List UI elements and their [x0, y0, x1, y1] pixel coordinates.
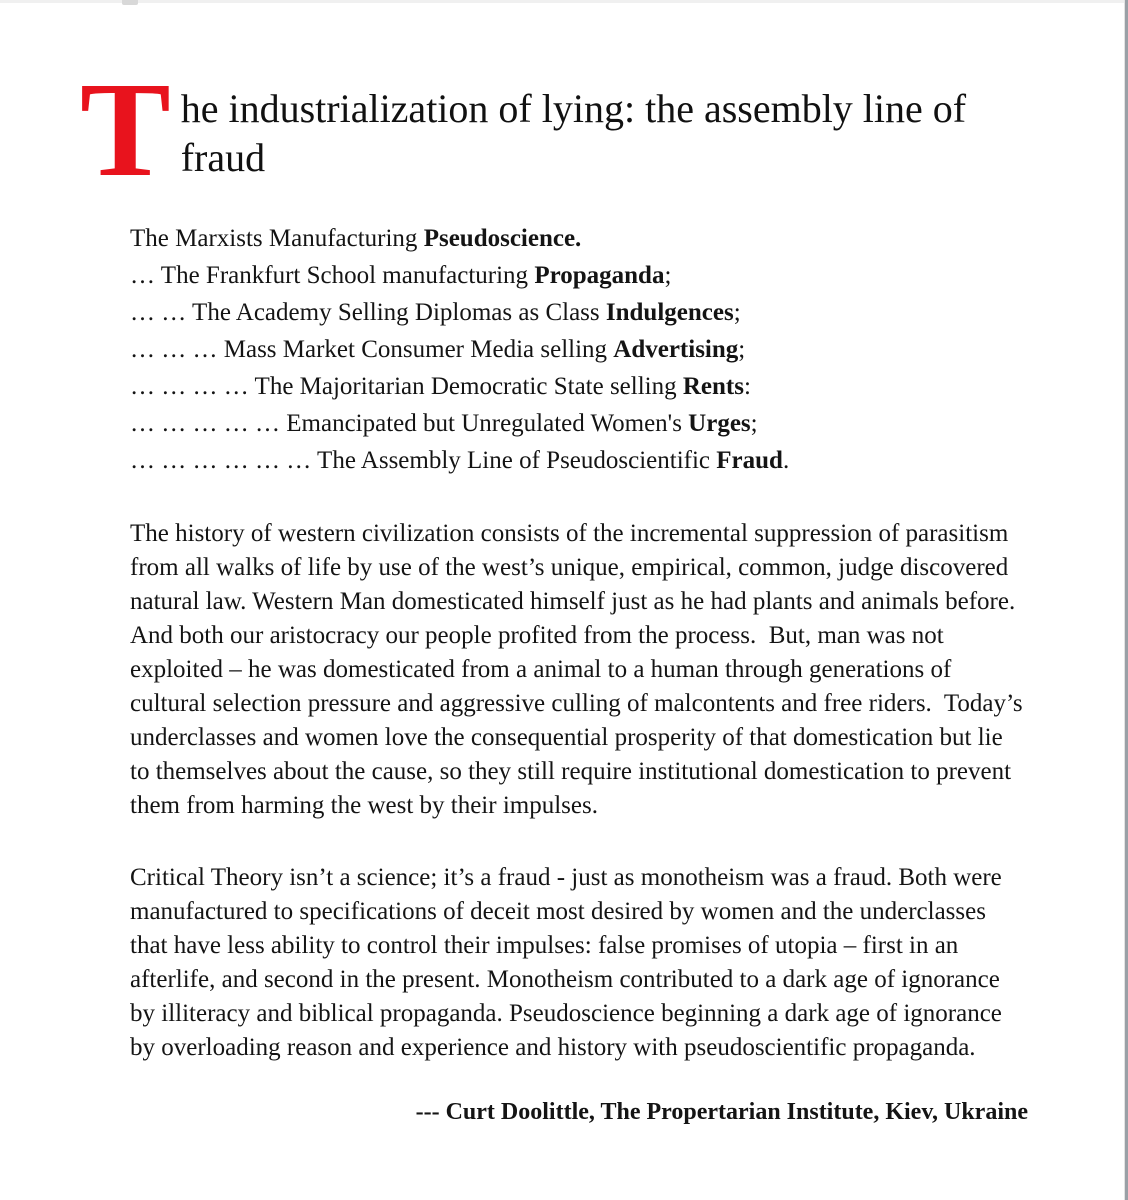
window-right-border	[1124, 0, 1128, 1200]
title-text: he industrialization of lying: the assembly line of fraud	[180, 86, 967, 180]
manifesto-line-punct: :	[743, 373, 751, 400]
manifesto-line-punct: ;	[750, 410, 758, 437]
manifesto-line-keyword: Advertising	[613, 336, 739, 363]
manifesto-line-keyword: Indulgences	[605, 299, 734, 326]
manifesto-line-keyword: Pseudoscience.	[423, 225, 582, 252]
manifesto-line	[130, 442, 1028, 479]
manifesto-line-text: … … … … … Emancipated but Unregulated Women's	[130, 410, 689, 437]
manifesto-line	[130, 294, 1028, 331]
manifesto-line	[130, 257, 1028, 294]
manifesto-line-keyword: Propaganda	[534, 262, 665, 289]
manifesto-line-text: The Marxists Manufacturing	[130, 225, 424, 252]
attribution-line: --- Curt Doolittle, The Propertarian Institute, Kiev, Ukraine	[415, 1099, 1028, 1125]
paragraph-history: The history of western civilization consists of the incremental suppression of parasitism from all walks of life by use of the west’s unique, empirical, common, judge discovered natural law. Western Man domesticated himself just as he had plants and animals before. And both our aristocracy our people profited from the process. But, man was not exploited – he was domesticated from a animal to a human through generations of cultural selection pressure and aggressive culling of malcontents and free riders. Today’s underclasses and women love the consequential prosperity of that domestication but lie to themselves about the cause, so they still require institutional domestication to prevent them from harming the west by their impulses.	[130, 520, 1029, 819]
manifesto-line-text: … … … Mass Market Consumer Media selling	[130, 336, 614, 363]
manifesto-line	[130, 368, 1028, 405]
top-window-edge	[0, 0, 1128, 3]
paragraph-critical-theory: Critical Theory isn’t a science; it’s a fraud - just as monotheism was a fraud. Both were manufactured to specifications of deceit most desired by women and the underclasses that have less ability to control their impulses: false promises of utopia – first in an afterlife, and second in the present. Monotheism contributed to a dark age of ignorance by illiteracy and biblical propaganda. Pseudoscience beginning a dark age of ignorance by overloading reason and experience and history with pseudoscientific propaganda.	[130, 864, 1009, 1061]
manifesto-line-punct: ;	[738, 336, 746, 363]
manifesto-line	[130, 331, 1028, 368]
manifesto-list	[130, 220, 1028, 479]
manifesto-line-punct: .	[782, 447, 790, 474]
article-title	[80, 55, 1028, 205]
manifesto-line-text: … … … … The Majoritarian Democratic State selling	[130, 373, 683, 400]
manifesto-line-text: … The Frankfurt School manufacturing	[130, 262, 535, 289]
drop-cap: T	[80, 55, 171, 205]
manifesto-line-text: … … … … … … The Assembly Line of Pseudoscientific	[130, 447, 717, 474]
manifesto-line-text: … … The Academy Selling Diplomas as Class	[130, 299, 606, 326]
manifesto-line-punct: ;	[733, 299, 741, 326]
manifesto-line-keyword: Fraud	[716, 447, 783, 474]
manifesto-line-punct: ;	[664, 262, 672, 289]
manifesto-line	[130, 220, 1028, 257]
manifesto-line-keyword: Urges	[688, 410, 751, 437]
manifesto-line	[130, 405, 1028, 442]
top-notch	[122, 0, 138, 5]
manifesto-line-keyword: Rents	[682, 373, 744, 400]
